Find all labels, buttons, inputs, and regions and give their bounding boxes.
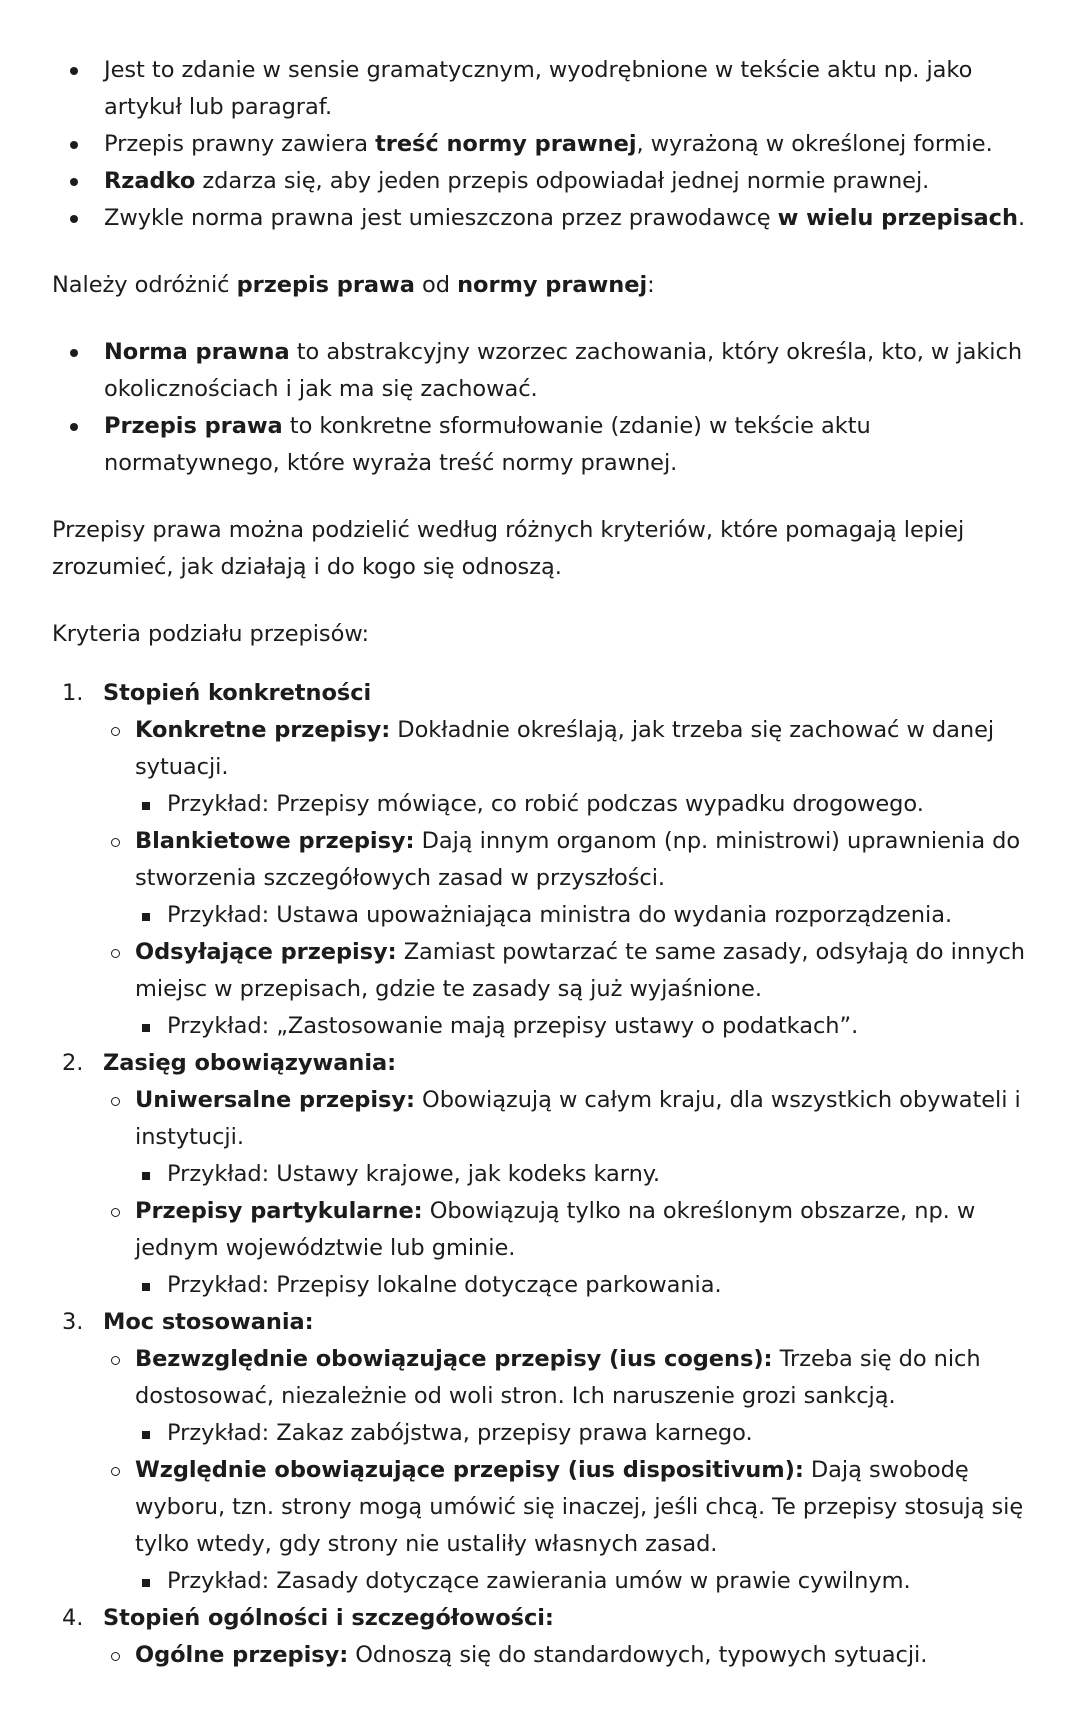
criteria-subitem-text-run: Względnie obowiązujące przepisy (ius dispositivum): xyxy=(135,1457,804,1483)
spacer xyxy=(52,653,1040,675)
intro-bullet-text-run: Przepis prawny zawiera xyxy=(104,131,376,157)
criteria-subitem-text-run: Bezwzględnie obowiązujące przepisy (ius cogens): xyxy=(135,1346,773,1372)
definition-bullet-item xyxy=(52,408,1040,482)
example-text-run: Przykład: Przepisy lokalne dotyczące parkowania. xyxy=(167,1272,722,1298)
criteria-title xyxy=(103,1309,314,1335)
example-list xyxy=(103,1415,1040,1452)
paragraph-distinguish xyxy=(52,267,1040,304)
criteria-subitem-text-run: Dokładnie określają, jak trzeba się zachować w danej sytuacji. xyxy=(135,717,995,780)
definition-bullet-text-run: to abstrakcyjny wzorzec zachowania, który określa, kto, w jakich okolicznościach i jak ma się zachować. xyxy=(104,339,1023,402)
paragraph-distinguish-text-run: normy prawnej xyxy=(457,272,648,298)
paragraph-criteria-heading xyxy=(52,616,1040,653)
example-item xyxy=(134,897,1040,934)
paragraph-distinguish-text-run: przepis prawa xyxy=(236,272,415,298)
criteria-subitem-list xyxy=(103,1341,1040,1600)
spacer xyxy=(52,482,1040,512)
paragraph-criteria-heading-text-run: Kryteria podziału przepisów: xyxy=(52,621,369,647)
example-list xyxy=(103,786,1040,823)
criteria-subitem xyxy=(103,712,1040,786)
criteria-number: 1. xyxy=(62,680,84,706)
example-list xyxy=(103,1267,1040,1304)
criteria-item xyxy=(62,675,1040,1045)
spacer xyxy=(52,586,1040,616)
criteria-item xyxy=(62,1600,1040,1674)
intro-bullet-list xyxy=(52,52,1040,237)
criteria-title-text-run: Stopień ogólności i szczegółowości: xyxy=(103,1605,554,1631)
criteria-subitem-text-run: Konkretne przepisy: xyxy=(135,717,391,743)
criteria-number: 3. xyxy=(62,1309,84,1335)
criteria-subitem-text-run: Uniwersalne przepisy: xyxy=(135,1087,415,1113)
example-text-run: Przykład: Ustawa upoważniająca ministra do wydania rozporządzenia. xyxy=(167,902,953,928)
paragraph-distinguish-text-run: od xyxy=(414,272,458,298)
criteria-list xyxy=(52,675,1040,1674)
example-item xyxy=(134,1267,1040,1304)
criteria-item xyxy=(62,1045,1040,1304)
criteria-title-text-run: Zasięg obowiązywania: xyxy=(103,1050,397,1076)
example-item xyxy=(134,1008,1040,1045)
criteria-subitem-text-run: Zamiast powtarzać te same zasady, odsyłają do innych miejsc w przepisach, gdzie te zasady są już wyjaśnione. xyxy=(135,939,1026,1002)
criteria-subitem-text-run: Obowiązują tylko na określonym obszarze, np. w jednym województwie lub gminie. xyxy=(135,1198,976,1261)
example-text-run: Przykład: Zakaz zabójstwa, przepisy prawa karnego. xyxy=(167,1420,753,1446)
criteria-item xyxy=(62,1304,1040,1600)
criteria-subitem-text-run: Dają innym organom (np. ministrowi) uprawnienia do stworzenia szczegółowych zasad w przyszłości. xyxy=(135,828,1021,891)
criteria-title xyxy=(103,680,371,706)
paragraph-distinguish-text-run: : xyxy=(647,272,655,298)
intro-bullet-text-run: Jest to zdanie w sensie gramatycznym, wyodrębnione w tekście aktu np. jako artykuł lub paragraf. xyxy=(104,57,973,120)
example-text-run: Przykład: Zasady dotyczące zawierania umów w prawie cywilnym. xyxy=(167,1568,911,1594)
intro-bullet-text-run: Zwykle norma prawna jest umieszczona przez prawodawcę xyxy=(104,205,778,231)
criteria-subitem xyxy=(103,1193,1040,1267)
criteria-subitem-text-run: Blankietowe przepisy: xyxy=(135,828,415,854)
intro-bullet-text-run: treść normy prawnej xyxy=(375,131,637,157)
intro-bullet-text-run: . xyxy=(1017,205,1026,231)
paragraph-divide-text-run: Przepisy prawa można podzielić według różnych kryteriów, które pomagają lepiej zrozumieć, jak działają i do kogo się odnoszą. xyxy=(52,517,965,580)
example-item xyxy=(134,1156,1040,1193)
definition-bullet-list xyxy=(52,334,1040,482)
intro-bullet-text-run: , wyrażoną w określonej formie. xyxy=(636,131,993,157)
criteria-subitem-text-run: Dają swobodę wyboru, tzn. strony mogą umówić się inaczej, jeśli chcą. Te przepisy stosują się tylko wtedy, gdy strony nie ustaliły własnych zasad. xyxy=(135,1457,1024,1557)
criteria-subitem xyxy=(103,1341,1040,1415)
criteria-title xyxy=(103,1050,396,1076)
example-list xyxy=(103,1563,1040,1600)
criteria-subitem xyxy=(103,934,1040,1008)
example-list xyxy=(103,897,1040,934)
example-text-run: Przykład: Ustawy krajowe, jak kodeks karny. xyxy=(167,1161,660,1187)
definition-bullet-text-run: to konkretne sformułowanie (zdanie) w tekście aktu normatywnego, które wyraża treść normy prawnej. xyxy=(104,413,871,476)
criteria-number: 4. xyxy=(62,1605,84,1631)
criteria-subitem xyxy=(103,1452,1040,1563)
paragraph-divide xyxy=(52,512,1040,586)
criteria-subitem-text-run: Ogólne przepisy: xyxy=(135,1642,349,1668)
example-list xyxy=(103,1008,1040,1045)
example-list xyxy=(103,1156,1040,1193)
criteria-title xyxy=(103,1605,554,1631)
paragraph-distinguish-text-run: Należy odróżnić xyxy=(52,272,237,298)
example-item xyxy=(134,786,1040,823)
criteria-title-text-run: Stopień konkretności xyxy=(103,680,372,706)
criteria-subitem-text-run: Przepisy partykularne: xyxy=(135,1198,423,1224)
intro-bullet-text-run: w wielu przepisach xyxy=(777,205,1018,231)
intro-bullet-item xyxy=(52,52,1040,126)
example-text-run: Przykład: „Zastosowanie mają przepisy ustawy o podatkach”. xyxy=(167,1013,859,1039)
criteria-subitem xyxy=(103,1637,1040,1674)
criteria-subitem-text-run: Odsyłające przepisy: xyxy=(135,939,397,965)
criteria-subitem-list xyxy=(103,1082,1040,1304)
criteria-subitem-text-run: Odnoszą się do standardowych, typowych sytuacji. xyxy=(348,1642,928,1668)
spacer xyxy=(52,237,1040,267)
criteria-subitem xyxy=(103,823,1040,897)
criteria-number: 2. xyxy=(62,1050,84,1076)
spacer xyxy=(52,304,1040,334)
definition-bullet-text-run: Przepis prawa xyxy=(104,413,283,439)
intro-bullet-item xyxy=(52,163,1040,200)
criteria-subitem-list xyxy=(103,712,1040,1045)
criteria-subitem-list xyxy=(103,1637,1040,1674)
example-item xyxy=(134,1415,1040,1452)
criteria-subitem-text-run: Trzeba się do nich dostosować, niezależnie od woli stron. Ich naruszenie grozi sankcją. xyxy=(135,1346,981,1409)
intro-bullet-text-run: Rzadko xyxy=(104,168,196,194)
intro-bullet-item xyxy=(52,126,1040,163)
intro-bullet-item xyxy=(52,200,1040,237)
criteria-title-text-run: Moc stosowania: xyxy=(103,1309,314,1335)
example-item xyxy=(134,1563,1040,1600)
intro-bullet-text-run: zdarza się, aby jeden przepis odpowiadał jednej normie prawnej. xyxy=(195,168,930,194)
definition-bullet-item xyxy=(52,334,1040,408)
definition-bullet-text-run: Norma prawna xyxy=(104,339,290,365)
example-text-run: Przykład: Przepisy mówiące, co robić podczas wypadku drogowego. xyxy=(167,791,924,817)
criteria-subitem-text-run: Obowiązują w całym kraju, dla wszystkich obywateli i instytucji. xyxy=(135,1087,1021,1150)
criteria-subitem xyxy=(103,1082,1040,1156)
